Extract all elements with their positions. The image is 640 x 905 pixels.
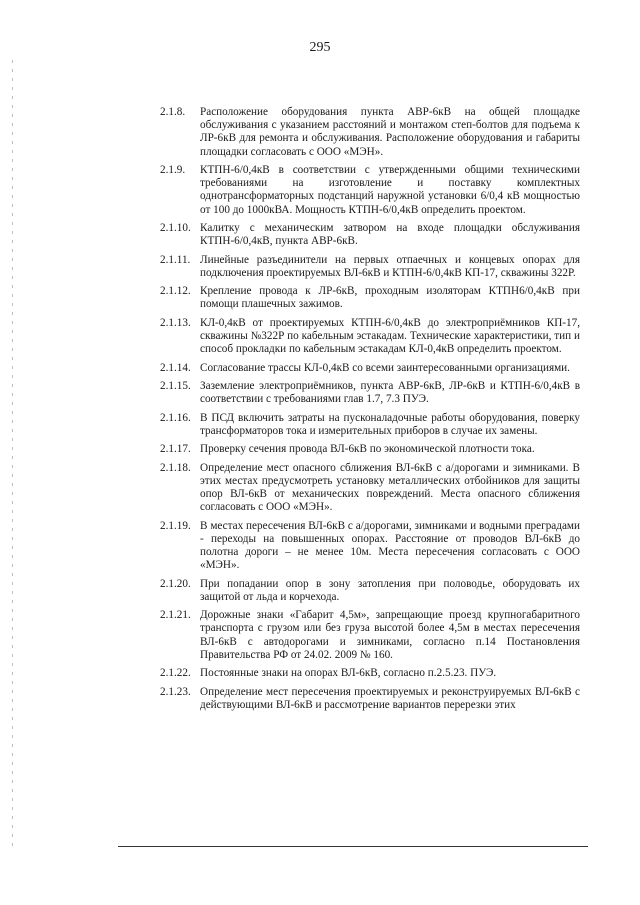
item-text: Проверку сечения провода ВЛ-6кВ по экономической плотности тока. [200,443,535,456]
item-text: КЛ-0,4кВ от проектируемых КТПН-6/0,4кВ до электроприёмников КП-17, скважины №322Р по кабельным эстакадам. Технические характеристики, тип и способ прокладки по кабельным эстакадам КЛ-0,4кВ определить проектом. [200,316,580,356]
item-number: 2.1.22. [160,667,191,680]
item-text: Согласование трассы КЛ-0,4кВ со всеми заинтересованными организациями. [200,361,570,374]
item-text: Заземление электроприёмников, пункта АВР-6кВ, ЛР-6кВ и КТПН-6/0,4кВ в соответствии с требованиями глав 1.7, 7.3 ПУЭ. [200,379,580,406]
list-item [160,412,580,438]
list-item [160,362,580,375]
item-text: В ПСД включить затраты на пусконаладочные работы оборудования, поверку трансформаторов тока и измерительных приборов в случае их замены. [200,411,580,437]
list-item [160,317,580,357]
item-text: Определение мест пересечения проектируемых и реконструируемых ВЛ-6кВ с действующими ВЛ-6кВ и рассмотрение вариантов перерезки этих [200,685,580,711]
item-number: 2.1.17. [160,443,191,456]
item-text: В местах пересечения ВЛ-6кВ с а/дорогами, зимниками и водными преградами - переходы на повышенных опорах. Расстояние от проводов ВЛ-6кВ до полотна дороги – не менее 10м. Места пересечения согласовать с ООО «МЭН». [200,519,580,572]
footer-divider [118,846,588,847]
list-item [160,106,580,159]
list-item [160,164,580,217]
scan-edge-shadow [12,60,13,850]
item-text: Дорожные знаки «Габарит 4,5м», запрещающие проезд крупногабаритного транспорта с грузом или без груза высотой более 4,5м в местах пересечения ВЛ-6кВ с автодорогами и зимниками, согласно п.14 Постановления Правительства РФ от 24.02. 2009 № 160. [200,609,580,661]
item-text: Линейные разъединители на первых отпаечных и концевых опорах для подключения проектируемых ВЛ-6кВ и КТПН-6/0,4кВ КП-17, скважины 322Р. [200,253,580,279]
item-text: Расположение оборудования пункта АВР-6кВ на общей площадке обслуживания с указанием расстояний и монтажом степ-болтов для подъема к ЛР-6кВ для ремонта и обслуживания. Расположение оборудования и габариты площадки согласовать с ООО «МЭН». [200,106,580,158]
item-text: Определение мест опасного сближения ВЛ-6кВ с а/дорогами и зимниками. В этих местах предусмотреть установку металлических отбойников для защиты опор ВЛ-6кВ от механических повреждений. Места опасного сближения согласовать с ООО «МЭН». [200,461,580,514]
item-number: 2.1.23. [160,685,191,698]
list-item [160,222,580,248]
requirements-list [160,106,580,717]
item-number: 2.1.21. [160,609,191,622]
page-number: 295 [309,40,331,55]
item-number: 2.1.9. [160,164,186,176]
item-text: Постоянные знаки на опорах ВЛ-6кВ, согласно п.2.5.23. ПУЭ. [200,667,497,680]
item-text: Калитку с механическим затвором на входе площадки обслуживания КТПН-6/0,4кВ, пункта АВР-6кВ. [200,222,580,248]
list-item [160,443,580,456]
list-item [160,609,580,662]
item-number: 2.1.15. [160,379,191,392]
item-number: 2.1.11. [160,253,191,266]
item-number: 2.1.10. [160,222,191,234]
list-item [160,254,580,280]
list-item [160,578,580,604]
item-text: Крепление провода к ЛР-6кВ, проходным изоляторам КТПН6/0,4кВ при помощи плашечных зажимов. [200,285,580,311]
item-number: 2.1.8. [160,106,186,118]
item-number: 2.1.16. [160,411,191,424]
item-number: 2.1.18. [160,461,191,474]
list-item [160,686,580,712]
item-text: КТПН-6/0,4кВ в соответствии с утвержденными общими техническими требованиями на изготовление и поставку комплектных однотрансформаторных подстанций наружной установки 6/0,4 кВ мощностью от 100 до 1000кВА. Мощность КТПН-6/0,4кВ определить проектом. [200,164,580,216]
list-item [160,520,580,573]
list-item [160,667,580,680]
list-item [160,462,580,515]
item-number: 2.1.12. [160,285,191,298]
item-number: 2.1.19. [160,519,191,532]
item-number: 2.1.14. [160,361,191,374]
list-item [160,285,580,311]
item-text: При попадании опор в зону затопления при половодье, оборудовать их защитой от льда и корчехода. [200,577,580,603]
list-item [160,380,580,406]
item-number: 2.1.13. [160,316,191,329]
item-number: 2.1.20. [160,577,191,590]
